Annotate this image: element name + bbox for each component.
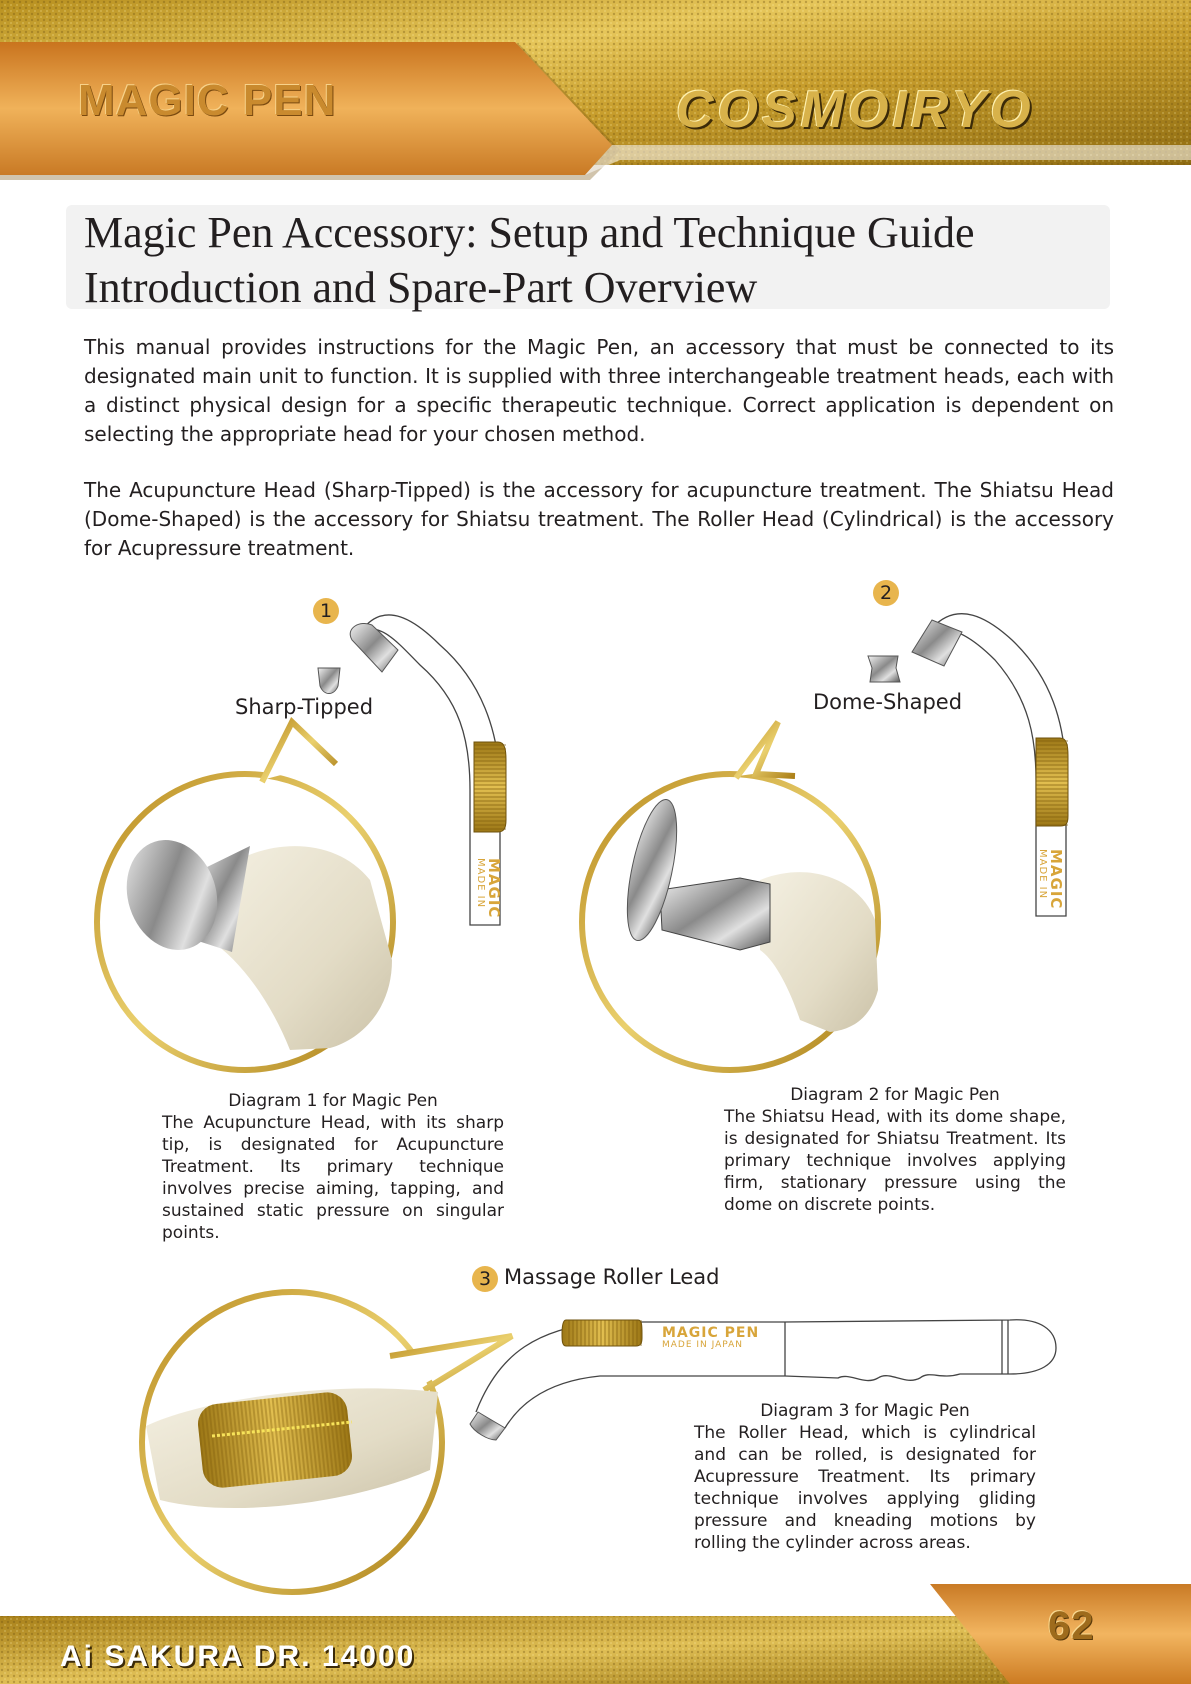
diagram-1-head-label: Sharp-Tipped (235, 695, 374, 719)
pen-1-origin-text: MADE IN (475, 858, 486, 909)
footer-brand: Ai SAKURA DR. 14000 (60, 1640, 416, 1673)
diagram-3-head-label: Massage Roller Lead (504, 1265, 720, 1289)
pen-3-brand-text: MAGIC PEN (662, 1325, 760, 1341)
intro-paragraph: The Acupuncture Head (Sharp-Tipped) is the accessory for acupuncture treatment. The Shiatsu Head (Dome-Shaped) is the accessory for Shiatsu treatment. The Roller Head (Cylindrical) is the accessory for Acupressure treatment. (84, 478, 1114, 560)
pen-2-brand-text: MAGIC (1047, 849, 1065, 910)
intro-paragraph: This manual provides instructions for the Magic Pen, an accessory that must be connected to its designated main unit to function. It is supplied with three interchangeable treatment heads, each with a distinct physical design for a specific therapeutic technique. Correct application is dependent on selecting the appropriate head for your chosen method. (84, 335, 1114, 446)
pen-3-branding (662, 1326, 759, 1351)
diagram-3-number-badge: 3 (472, 1266, 498, 1292)
diagram-1-number-badge: 1 (313, 598, 339, 624)
diagram-2-caption-body: The Shiatsu Head, with its dome shape, is designated for Shiatsu Treatment. Its primary technique involves applying firm, stationary pressure using the dome on discrete points. (724, 1107, 1066, 1215)
diagram-1-caption-title: Diagram 1 for Magic Pen (228, 1091, 438, 1111)
pen-2-origin-text: MADE IN (1037, 849, 1048, 900)
brand-logo: COSMOIRYO (676, 81, 1035, 139)
pen-1-brand-text: MAGIC (485, 858, 503, 919)
diagram-2-number-badge: 2 (873, 580, 899, 606)
diagram-3-caption-body: The Roller Head, which is cylindrical and can be rolled, is designated for Acupressure Treatment. Its primary technique involves applying gliding pressure and kneading motions by rolling the cylinder across areas. (694, 1423, 1036, 1553)
diagram-3-caption-title: Diagram 3 for Magic Pen (760, 1401, 970, 1421)
header-title: MAGIC PEN (78, 76, 337, 125)
page-title: Magic Pen Accessory: Setup and Technique Guide (84, 208, 975, 257)
pen-3-origin-text: MADE IN JAPAN (662, 1340, 744, 1350)
diagram-3-caption (694, 1400, 1036, 1554)
page-footer (0, 1584, 1191, 1684)
diagram-1-caption-body: The Acupuncture Head, with its sharp tip, is designated for Acupuncture Treatment. Its primary technique involves precise aiming, tapping, and sustained static pressure on singular points. (162, 1113, 504, 1243)
diagram-2-caption-title: Diagram 2 for Magic Pen (790, 1085, 1000, 1105)
diagram-2-head-label: Dome-Shaped (813, 690, 963, 714)
page-subtitle: Introduction and Spare-Part Overview (84, 263, 758, 312)
page-number: 62 (1048, 1604, 1095, 1648)
